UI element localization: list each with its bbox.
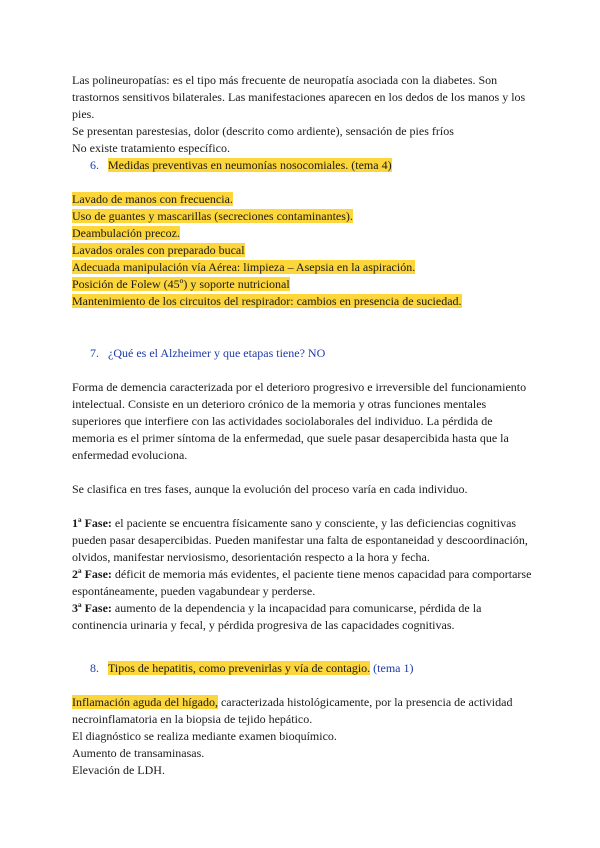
document-page — [72, 72, 532, 779]
section-7-definition: Forma de demencia caracterizada por el deterioro progresivo e irreversible del funcionamiento intelectual. Consiste en un deterioro crónico de la memoria y otras funciones mentales superiores que interfiere con las actividades sociolaborales del individuo. La pérdida de memoria es el primer síntoma de la enfermedad, que suele pasar desapercibida hasta que la enfermedad evoluciona. — [72, 380, 527, 462]
section-7-number: 7. — [90, 346, 99, 360]
phase-2 — [72, 566, 532, 600]
section-6-item: Uso de guantes y mascarillas (secreciones contaminantes). — [72, 209, 353, 223]
intro-paragraph-1: Las polineuropatías: es el tipo más frecuente de neuropatía asociada con la diabetes. Son trastornos sensitivos bilaterales. Las manifestaciones aparecen en los dedos de los manos y los pies. — [72, 73, 526, 121]
section-6-item: Adecuada manipulación vía Aérea: limpieza – Asepsia en la aspiración. — [72, 260, 416, 274]
section-8-number: 8. — [90, 661, 99, 675]
intro-paragraph-2: Se presentan parestesias, dolor (descrito como ardiente), sensación de pies fríos — [72, 124, 454, 138]
section-8-definition — [72, 694, 532, 728]
section-6-item: Deambulación precoz. — [72, 226, 180, 240]
phase-label: 1ª Fase: — [72, 516, 112, 530]
section-8-topic: (tema 1) — [370, 661, 414, 675]
intro-paragraph-3: No existe tratamiento específico. — [72, 141, 230, 155]
section-6-item: Posición de Folew (45º) y soporte nutricional — [72, 277, 290, 291]
section-6-heading — [72, 157, 532, 174]
section-6-item: Mantenimiento de los circuitos del respirador: cambios en presencia de suciedad. — [72, 294, 462, 308]
phase-label: 2ª Fase: — [72, 567, 112, 581]
section-6-item: Lavado de manos con frecuencia. — [72, 192, 233, 206]
section-7-title: ¿Qué es el Alzheimer y que etapas tiene? NO — [108, 346, 326, 360]
phase-text: déficit de memoria más evidentes, el paciente tiene menos capacidad para comportarse espontáneamente, pueden vagabundear y perderse. — [72, 567, 532, 598]
section-8-line: Elevación de LDH. — [72, 763, 165, 777]
phase-1 — [72, 515, 532, 566]
section-8-line: El diagnóstico se realiza mediante examen bioquímico. — [72, 729, 337, 743]
section-6-number: 6. — [90, 158, 99, 172]
section-8-definition-rest: caracterizada histológicamente, por la presencia de actividad necroinflamatoria en la biopsia de tejido hepático. — [72, 695, 513, 726]
section-6-item: Lavados orales con preparado bucal — [72, 243, 245, 257]
phase-text: aumento de la dependencia y la incapacidad para comunicarse, pérdida de la continencia urinaria y fecal, y pérdida progresiva de las capacidades cognitivas. — [72, 601, 482, 632]
section-8-heading — [72, 660, 532, 677]
section-8-line: Aumento de transaminasas. — [72, 746, 205, 760]
phase-3 — [72, 600, 532, 634]
phase-text: el paciente se encuentra físicamente sano y consciente, y las deficiencias cognitivas pueden pasar desapercibidas. Pueden manifestar una falta de espontaneidad y descoordinación, olvidos, manifestar nerviosismo, desorientación respecto a la hora y fecha. — [72, 516, 528, 564]
section-6-title: Medidas preventivas en neumonías nosocomiales. (tema 4) — [108, 158, 392, 172]
section-8-highlight: Inflamación aguda del hígado, — [72, 695, 218, 709]
section-7-classification: Se clasifica en tres fases, aunque la evolución del proceso varía en cada individuo. — [72, 482, 468, 496]
section-8-title: Tipos de hepatitis, como prevenirlas y vía de contagio. — [108, 661, 371, 675]
section-7-heading — [72, 345, 532, 362]
phase-label: 3ª Fase: — [72, 601, 112, 615]
